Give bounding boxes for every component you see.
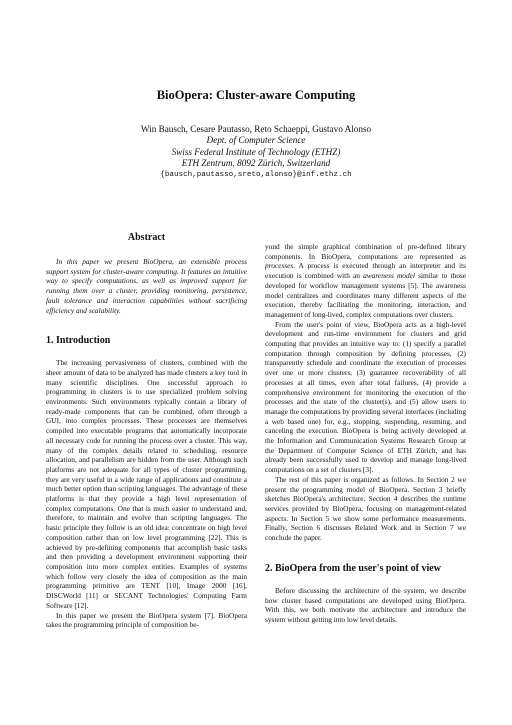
paper-title: BioOpera: Cluster-aware Computing xyxy=(156,88,356,102)
affiliation-line-1: Dept. of Computer Science xyxy=(206,135,306,146)
authors: Win Bausch, Cesare Pautasso, Reto Schaeppi, Gustavo Alonso xyxy=(140,124,372,134)
left-column xyxy=(46,232,247,630)
intro-paragraph-2: In this paper we present the BioOpera system [7]. BioOpera takes the programming principle of composition be- xyxy=(46,610,247,630)
abstract-text: In this paper we present BioOpera, an extensible process support system for cluster-aware computing. It features an intuitive way to specify computations, as well as improved support for running them over a cluster, providing monitoring, persistence, fault tolerance and interaction capabilities without sacrificing efficiency and scalability. xyxy=(46,257,247,315)
continued-text-c: similar to those developed for workflow management systems [5]. The awareness model centralizes and coordinates many different aspects of the execution, thereby facilitating the monitoring, interaction, and management of long-lived, complex computations over clusters. xyxy=(265,271,466,319)
abstract-heading: Abstract xyxy=(127,232,166,243)
intro-paragraph-1: The increasing pervasiveness of clusters, combined with the sheer amount of data to be analyzed has made clusters a key tool in many scientific disciplines. One successful approach to programming in clusters is to use specialized problem solving environments. Such environments typically contain a library of ready-made components that can be combined, often through a GUI, into complex processes. These processes are themselves compiled into executable programs that automatically incorporate all necessary code for running the process over a cluster. This way, many of the complex details related to scheduling, resource allocation, and parallelism are hidden from the user. Although such platforms are not adequate for all types of cluster programming, they are very useful in a wide range of applications and constitute a much better option than scripting languages. The advantage of these platforms is that they provide a high level representation of complex computations. One that is much easier to understand and, therefore, to maintain and evolve than scripting languages. The basic principle they follow is an old idea: concentrate on high level composition rather than on low level programming [22]. This is achieved by pre-defining components that accomplish basic tasks and then providing a development environment supporting their composition into more complex entities. Examples of systems which follow very closely the idea of composition as the main programming primitive are TENT [10], Image 2000 [16], DISCWorld [11] or SECANT Technologies' Computing Farm Software [12]. xyxy=(46,358,247,610)
author-block xyxy=(0,124,512,181)
continued-text-a: yond the simple graphical combination of pre-defined library components. In BioOpera, computations are represented as xyxy=(265,242,466,261)
emphasis-awareness-model: awareness model xyxy=(363,271,415,281)
right-column xyxy=(265,242,466,625)
continued-paragraph xyxy=(265,242,466,320)
user-view-paragraph: From the user's point of view, BioOpera acts as a high-level development and run-time environment for clusters and grid computing that provides an intuitive way to: (1) specify a parallel computation through composition by defining processes, (2) transparently schedule and coordinate the execution of processes over one or more clusters, (3) guarantee recoverability of all processes at all times, even after total failures, (4) provide a comprehensive environment for monitoring the execution of the processes and the state of the cluster(s), and (5) allow users to manage the computations by providing several interfaces (including a web based one) for, e.g., stopping, suspending, resuming, and canceling the execution. BioOpera is being actively developed at the Information and Communication Systems Research Group at the Department of Computer Science of ETH Zürich, and has already been successfully used to develop and manage long-lived computations on a set of clusters [3]. xyxy=(265,319,466,475)
section-2-paragraph-1: Before discussing the architecture of the system, we describe how cluster based computations are developed using BioOpera. With this, we both motivate the architecture and introduce the system without getting into low level details. xyxy=(265,585,466,624)
author-emails: {bausch,pautasso,sreto,alonso}@inf.ethz.ch xyxy=(160,170,352,179)
affiliation-line-2: Swiss Federal Institute of Technology (ETHZ) xyxy=(171,146,341,157)
continued-text-b: . A process is executed through an interpreter and its execution is combined with an xyxy=(265,261,466,281)
section-1-heading: 1. Introduction xyxy=(46,335,111,347)
emphasis-processes: processes xyxy=(265,261,294,271)
organization-paragraph: The rest of this paper is organized as follows. In Section 2 we present the programming model of BioOpera. Section 3 briefly sketches BioOpera's architecture. Section 4 describes the runtime services provided by BioOpera, focusing on management-related aspects. In Section 5 we show some performance measurements. Finally, Section 6 discusses Related Work and in Section 7 we conclude the paper. xyxy=(265,474,466,543)
affiliation-line-3: ETH Zentrum, 8092 Zürich, Switzerland xyxy=(181,158,331,169)
section-2-heading: 2. BioOpera from the user's point of view xyxy=(265,562,441,574)
